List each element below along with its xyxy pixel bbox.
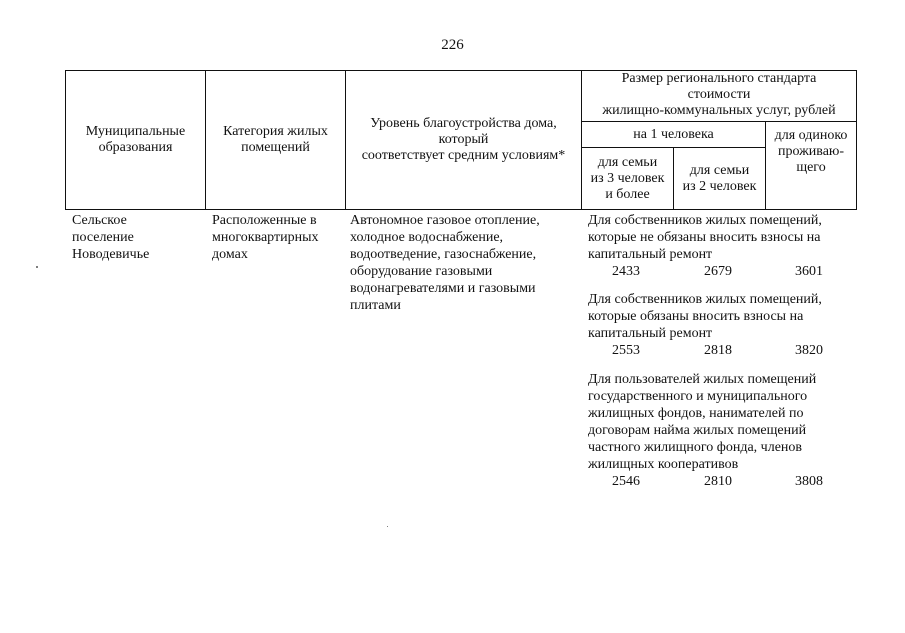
page-number: 226 [441, 37, 464, 53]
category-line: домах [212, 247, 248, 262]
value-family2: 2679 [704, 264, 732, 279]
level-line: водонагревателями и газовыми [350, 281, 536, 296]
value-family2: 2810 [704, 474, 732, 489]
price-group-2 [588, 291, 850, 359]
price-group-1 [588, 212, 850, 280]
header-single-line: для одиноко [774, 128, 848, 143]
header-category [206, 71, 346, 210]
scan-speck [36, 266, 38, 268]
header-municipality-line: Муниципальные [85, 124, 186, 139]
value-single: 3808 [795, 474, 823, 489]
level-line: плитами [350, 298, 401, 313]
header-level-line: который [438, 132, 489, 147]
header-family3 [582, 148, 674, 210]
price-group-label-line: капитальный ремонт [588, 326, 713, 341]
category-line: многоквартирных [212, 230, 319, 245]
value-single: 3820 [795, 343, 823, 358]
header-category-line: помещений [241, 140, 310, 155]
price-group-label-line: государственного и муниципального [588, 389, 808, 404]
header-family3-line: из 3 человек [590, 170, 665, 186]
header-single [766, 122, 857, 210]
price-group-values [588, 342, 850, 359]
value-family3: 2553 [612, 343, 640, 358]
header-single-line: щего [796, 160, 826, 175]
scan-speck [387, 526, 388, 527]
price-group-label-line: Для собственников жилых помещений, [588, 213, 822, 228]
price-group-label-line: жилищных кооперативов [588, 457, 739, 472]
municipality-line: Новодевичье [72, 247, 150, 262]
price-group-label-line: жилищных фондов, нанимателей по [588, 406, 804, 421]
header-standard [582, 71, 857, 122]
row-level [350, 212, 582, 314]
header-family2-line: для семьи [689, 162, 750, 178]
table-header [65, 70, 857, 210]
value-family2: 2818 [704, 343, 732, 358]
level-line: холодное водоснабжение, [350, 230, 504, 245]
level-line: Автономное газовое отопление, [350, 213, 540, 228]
category-line: Расположенные в [212, 213, 317, 228]
header-level [346, 71, 582, 210]
level-line: оборудование газовыми [350, 264, 493, 279]
header-standard-line: стоимости [687, 87, 751, 102]
value-family3: 2546 [612, 474, 640, 489]
header-per-person: на 1 человека [582, 122, 766, 148]
price-group-3 [588, 371, 850, 490]
row-category [212, 212, 342, 263]
header-level-line: Уровень благоустройства дома, [370, 116, 557, 131]
header-municipality-line: образования [98, 140, 173, 155]
header-municipality [66, 71, 206, 210]
price-group-label-line: которые не обязаны вносить взносы на [588, 230, 821, 245]
price-group-label-line: капитальный ремонт [588, 247, 713, 262]
municipality-line: Сельское [72, 213, 127, 228]
value-single: 3601 [795, 264, 823, 279]
header-standard-line: жилищно-коммунальных услуг, рублей [602, 103, 836, 118]
header-family2-line: из 2 человек [682, 178, 757, 194]
level-line: водоотведение, газоснабжение, [350, 247, 537, 262]
header-single-line: проживаю- [777, 144, 845, 159]
municipality-line: поселение [72, 230, 134, 245]
price-group-label-line: Для собственников жилых помещений, [588, 292, 822, 307]
header-family2 [674, 148, 766, 210]
header-standard-line: Размер регионального стандарта [621, 71, 817, 86]
header-family3-line: для семьи [597, 154, 658, 170]
price-group-label-line: которые обязаны вносить взносы на [588, 309, 804, 324]
price-group-label-line: договорам найма жилых помещений [588, 423, 807, 438]
price-group-values [588, 263, 850, 280]
price-group-label-line: частного жилищного фонда, членов [588, 440, 803, 455]
header-family3-line: и более [605, 186, 650, 202]
price-group-label-line: Для пользователей жилых помещений [588, 372, 817, 387]
header-level-line: соответствует средним условиям* [361, 148, 566, 163]
value-family3: 2433 [612, 264, 640, 279]
price-group-values [588, 473, 850, 490]
header-category-line: Категория жилых [223, 124, 328, 139]
row-municipality [72, 212, 202, 263]
